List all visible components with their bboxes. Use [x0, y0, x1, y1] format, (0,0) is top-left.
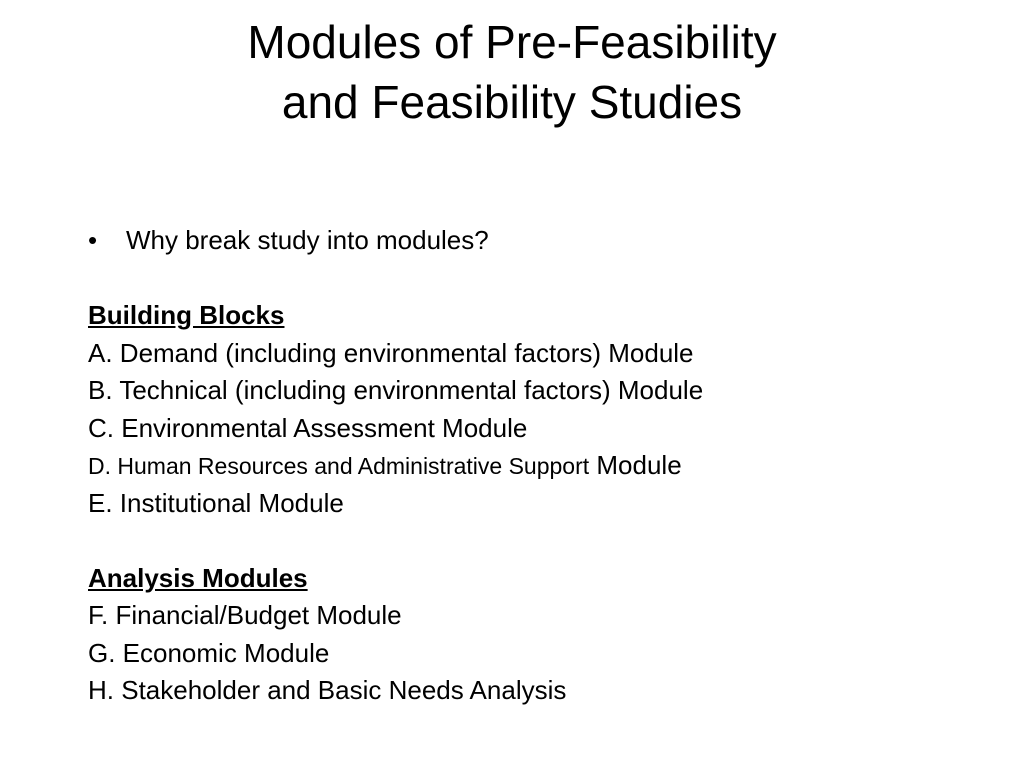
module-item-d-text: D. Human Resources and Administrative Support	[88, 453, 590, 479]
slide-body	[88, 222, 988, 710]
module-item-c: C. Environmental Assessment Module	[88, 412, 528, 443]
bullet-text: Why break study into modules?	[126, 225, 489, 255]
analysis-modules-heading: Analysis Modules	[88, 562, 308, 593]
module-item-g: G. Economic Module	[88, 637, 330, 668]
module-item-a: A. Demand (including environmental factors) Module	[88, 337, 694, 368]
module-item-e: E. Institutional Module	[88, 487, 344, 518]
module-item-f: F. Financial/Budget Module	[88, 600, 402, 630]
module-item-d-suffix: Module	[596, 450, 682, 480]
building-blocks-heading: Building Blocks	[88, 300, 285, 330]
module-item-d	[88, 447, 988, 485]
slide-title	[0, 12, 1024, 132]
spacer	[88, 260, 988, 298]
module-item-h: H. Stakeholder and Basic Needs Analysis	[88, 675, 567, 705]
title-line-2: and Feasibility Studies	[281, 76, 743, 128]
spacer	[88, 522, 988, 560]
module-item-b: B. Technical (including environmental factors) Module	[88, 375, 704, 405]
bullet-glyph: •	[88, 225, 98, 255]
title-line-1: Modules of Pre-Feasibility	[247, 16, 777, 68]
bullet-item	[88, 222, 988, 260]
